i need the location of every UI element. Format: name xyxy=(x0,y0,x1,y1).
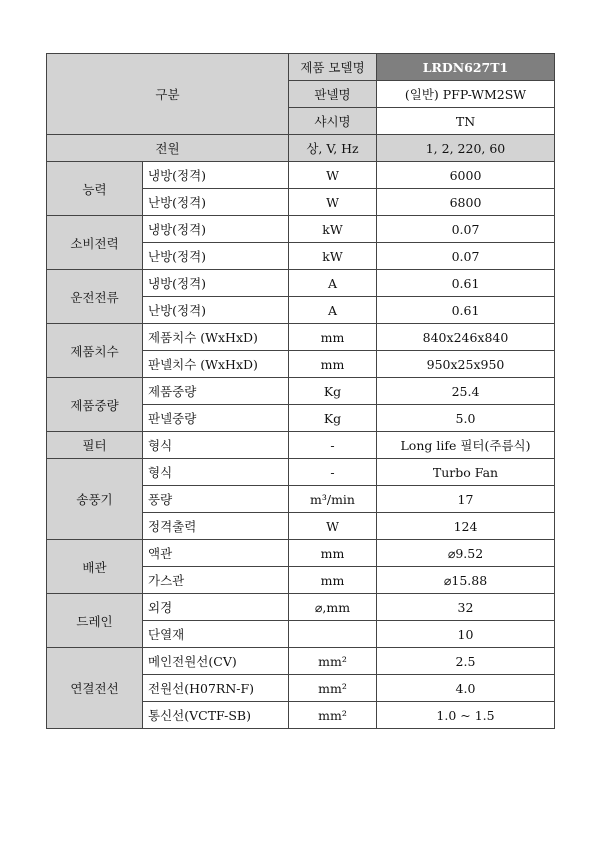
header-row-model xyxy=(47,54,555,81)
unit-cell: W xyxy=(289,189,377,216)
value-cell: 0.07 xyxy=(377,216,555,243)
unit-cell: mm² xyxy=(289,675,377,702)
unit-cell: mm² xyxy=(289,648,377,675)
unit-cell: A xyxy=(289,297,377,324)
value-cell: 25.4 xyxy=(377,378,555,405)
subcategory-cell: 가스관 xyxy=(143,567,289,594)
value-cell: 10 xyxy=(377,621,555,648)
spec-row xyxy=(47,270,555,297)
category-cell: 제품치수 xyxy=(47,324,143,378)
value-cell: 32 xyxy=(377,594,555,621)
value-cell: 5.0 xyxy=(377,405,555,432)
subcategory-cell: 형식 xyxy=(143,432,289,459)
subcategory-cell: 외경 xyxy=(143,594,289,621)
subcategory-cell: 풍량 xyxy=(143,486,289,513)
spec-table-body xyxy=(47,54,555,729)
unit-cell: m³/min xyxy=(289,486,377,513)
value-cell: 17 xyxy=(377,486,555,513)
category-cell: 소비전력 xyxy=(47,216,143,270)
subcategory-cell: 냉방(정격) xyxy=(143,270,289,297)
subcategory-cell: 난방(정격) xyxy=(143,297,289,324)
subcategory-cell: 냉방(정격) xyxy=(143,162,289,189)
value-cell: 2.5 xyxy=(377,648,555,675)
unit-cell: Kg xyxy=(289,405,377,432)
chassis-value: TN xyxy=(377,108,555,135)
category-cell: 연결전선 xyxy=(47,648,143,729)
unit-cell: mm xyxy=(289,567,377,594)
value-cell: 0.61 xyxy=(377,270,555,297)
category-cell: 필터 xyxy=(47,432,143,459)
value-cell: 6000 xyxy=(377,162,555,189)
spec-row xyxy=(47,594,555,621)
spec-row xyxy=(47,648,555,675)
unit-cell: W xyxy=(289,513,377,540)
power-unit: 상, V, Hz xyxy=(289,135,377,162)
value-cell: Turbo Fan xyxy=(377,459,555,486)
category-header: 구분 xyxy=(47,54,289,135)
subcategory-cell: 전원선(H07RN-F) xyxy=(143,675,289,702)
value-cell: 0.07 xyxy=(377,243,555,270)
spec-row xyxy=(47,324,555,351)
value-cell: 0.61 xyxy=(377,297,555,324)
spec-row xyxy=(47,162,555,189)
power-row xyxy=(47,135,555,162)
subcategory-cell: 단열재 xyxy=(143,621,289,648)
subcategory-cell: 냉방(정격) xyxy=(143,216,289,243)
category-cell: 제품중량 xyxy=(47,378,143,432)
power-label: 전원 xyxy=(47,135,289,162)
power-value: 1, 2, 220, 60 xyxy=(377,135,555,162)
value-cell: 840x246x840 xyxy=(377,324,555,351)
subcategory-cell: 제품중량 xyxy=(143,378,289,405)
unit-cell: - xyxy=(289,432,377,459)
unit-cell: mm² xyxy=(289,702,377,729)
subcategory-cell: 정격출력 xyxy=(143,513,289,540)
subcategory-cell: 난방(정격) xyxy=(143,243,289,270)
category-cell: 운전전류 xyxy=(47,270,143,324)
value-cell: 6800 xyxy=(377,189,555,216)
subcategory-cell: 제품치수 (WxHxD) xyxy=(143,324,289,351)
unit-cell: ⌀,mm xyxy=(289,594,377,621)
category-cell: 능력 xyxy=(47,162,143,216)
unit-cell: W xyxy=(289,162,377,189)
unit-cell: A xyxy=(289,270,377,297)
value-cell: 950x25x950 xyxy=(377,351,555,378)
subcategory-cell: 통신선(VCTF-SB) xyxy=(143,702,289,729)
category-cell: 배관 xyxy=(47,540,143,594)
model-value: LRDN627T1 xyxy=(377,54,555,81)
category-cell: 드레인 xyxy=(47,594,143,648)
value-cell: 1.0 ~ 1.5 xyxy=(377,702,555,729)
spec-table xyxy=(46,53,555,729)
value-cell: 124 xyxy=(377,513,555,540)
panel-value: (일반) PFP-WM2SW xyxy=(377,81,555,108)
unit-cell: kW xyxy=(289,243,377,270)
subcategory-cell: 메인전원선(CV) xyxy=(143,648,289,675)
spec-row xyxy=(47,540,555,567)
model-label: 제품 모델명 xyxy=(289,54,377,81)
spec-row xyxy=(47,216,555,243)
panel-label: 판넬명 xyxy=(289,81,377,108)
subcategory-cell: 판넬중량 xyxy=(143,405,289,432)
subcategory-cell: 난방(정격) xyxy=(143,189,289,216)
value-cell: 4.0 xyxy=(377,675,555,702)
subcategory-cell: 판넬치수 (WxHxD) xyxy=(143,351,289,378)
unit-cell: Kg xyxy=(289,378,377,405)
subcategory-cell: 형식 xyxy=(143,459,289,486)
value-cell: ⌀9.52 xyxy=(377,540,555,567)
unit-cell: mm xyxy=(289,351,377,378)
unit-cell: kW xyxy=(289,216,377,243)
unit-cell xyxy=(289,621,377,648)
value-cell: Long life 필터(주름식) xyxy=(377,432,555,459)
chassis-label: 샤시명 xyxy=(289,108,377,135)
unit-cell: mm xyxy=(289,540,377,567)
value-cell: ⌀15.88 xyxy=(377,567,555,594)
unit-cell: - xyxy=(289,459,377,486)
spec-row xyxy=(47,432,555,459)
category-cell: 송풍기 xyxy=(47,459,143,540)
unit-cell: mm xyxy=(289,324,377,351)
subcategory-cell: 액관 xyxy=(143,540,289,567)
spec-row xyxy=(47,378,555,405)
spec-row xyxy=(47,459,555,486)
